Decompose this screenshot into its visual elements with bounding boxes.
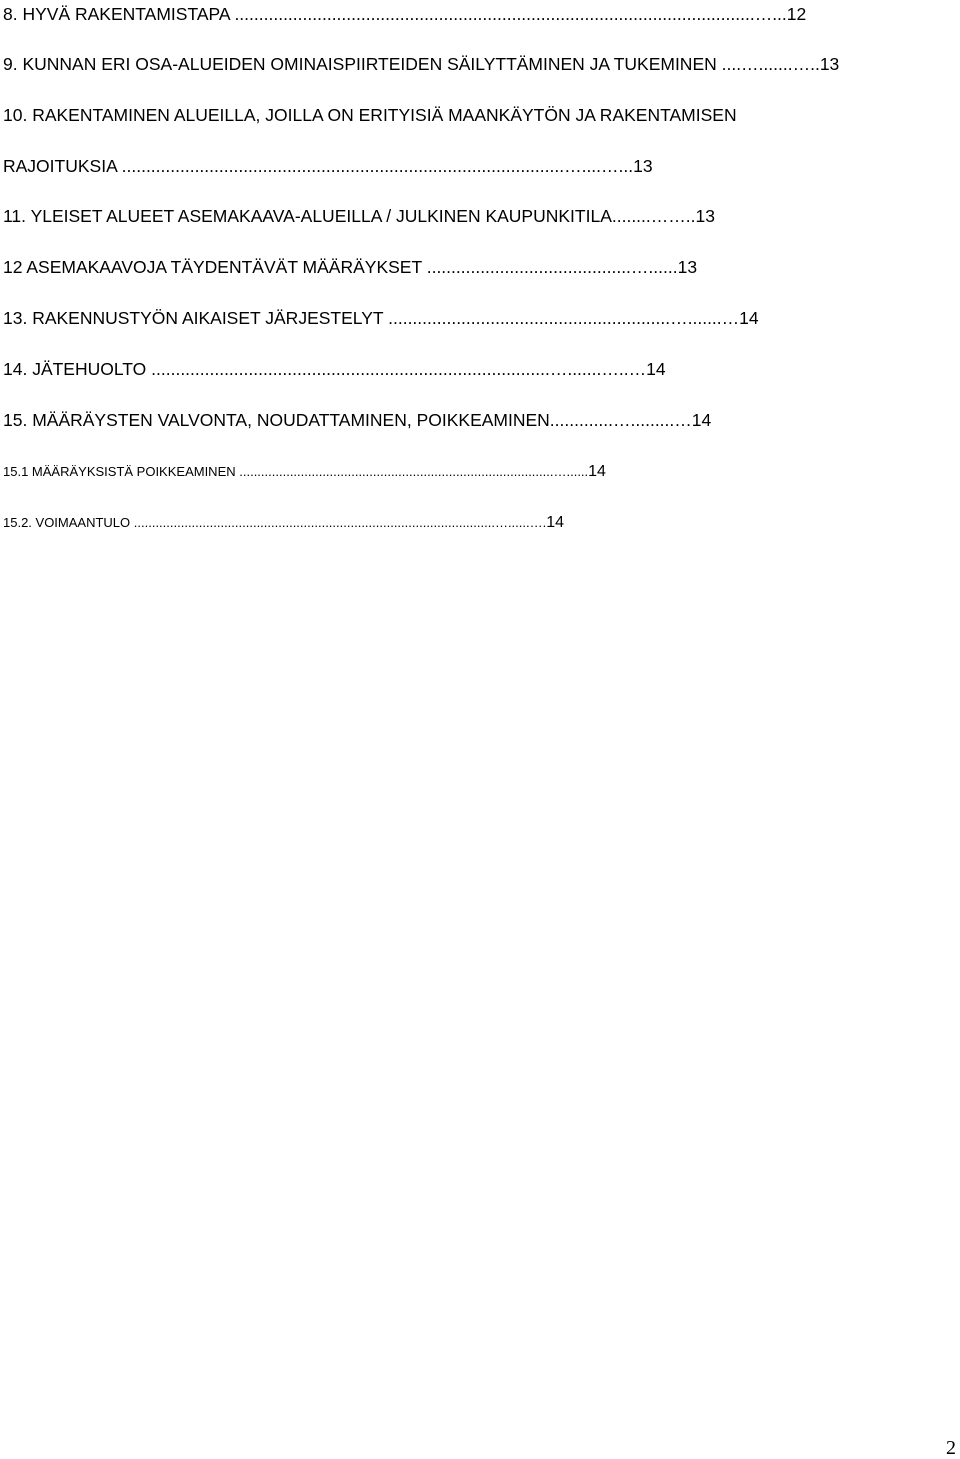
page-number: 2 xyxy=(946,1437,956,1459)
toc-entry-11: 11. YLEISET ALUEET ASEMAKAAVA-ALUEILLA / JULKINEN KAUPUNKITILA........……..13 xyxy=(3,206,715,226)
toc-entry-15-1-label: 15.1 MÄÄRÄYKSISTÄ POIKKEAMINEN xyxy=(3,464,236,479)
toc-entry-14: 14. JÄTEHUOLTO ..................................................................................….......…..…14 xyxy=(3,359,666,379)
toc-entry-15-2-label: 15.2. VOIMAANTULO xyxy=(3,515,131,530)
toc-entry-8: 8. HYVÄ RAKENTAMISTAPA ...........................................................................................................…...12 xyxy=(3,4,807,24)
toc-entry-15-1-page: 14 xyxy=(588,463,606,480)
toc-entry-12: 12 ASEMAKAAVOJA TÄYDENTÄVÄT MÄÄRÄYKSET ..........................................…......13 xyxy=(3,257,698,277)
toc-entry-9: 9. KUNNAN ERI OSA-ALUEIDEN OMINAISPIIRTEIDEN SÄILYTTÄMINEN JA TUKEMINEN ....….......…..13 xyxy=(3,54,840,74)
toc-entry-15-1-leader: .......................................................................................…...... xyxy=(235,464,589,479)
toc-entry-15-1 xyxy=(3,459,606,483)
toc-entry-15-2 xyxy=(3,510,564,534)
toc-entry-15: 15. MÄÄRÄYSTEN VALVONTA, NOUDATTAMINEN, POIKKEAMINEN.............….........…14 xyxy=(3,410,712,430)
toc-entry-10: 10. RAKENTAMINEN ALUEILLA, JOILLA ON ERITYISIÄ MAANKÄYTÖN JA RAKENTAMISEN xyxy=(3,105,737,125)
toc-entry-15-2-leader: ....................................................................................................…......…. xyxy=(130,515,547,530)
toc-entry-10-continued: RAJOITUKSIA ...........................................................................................…....…...13 xyxy=(3,156,653,176)
toc-entry-15-2-page: 14 xyxy=(546,514,565,531)
toc-entry-13: 13. RAKENNUSTYÖN AIKAISET JÄRJESTELYT ..........................................................….......…14 xyxy=(3,308,759,328)
